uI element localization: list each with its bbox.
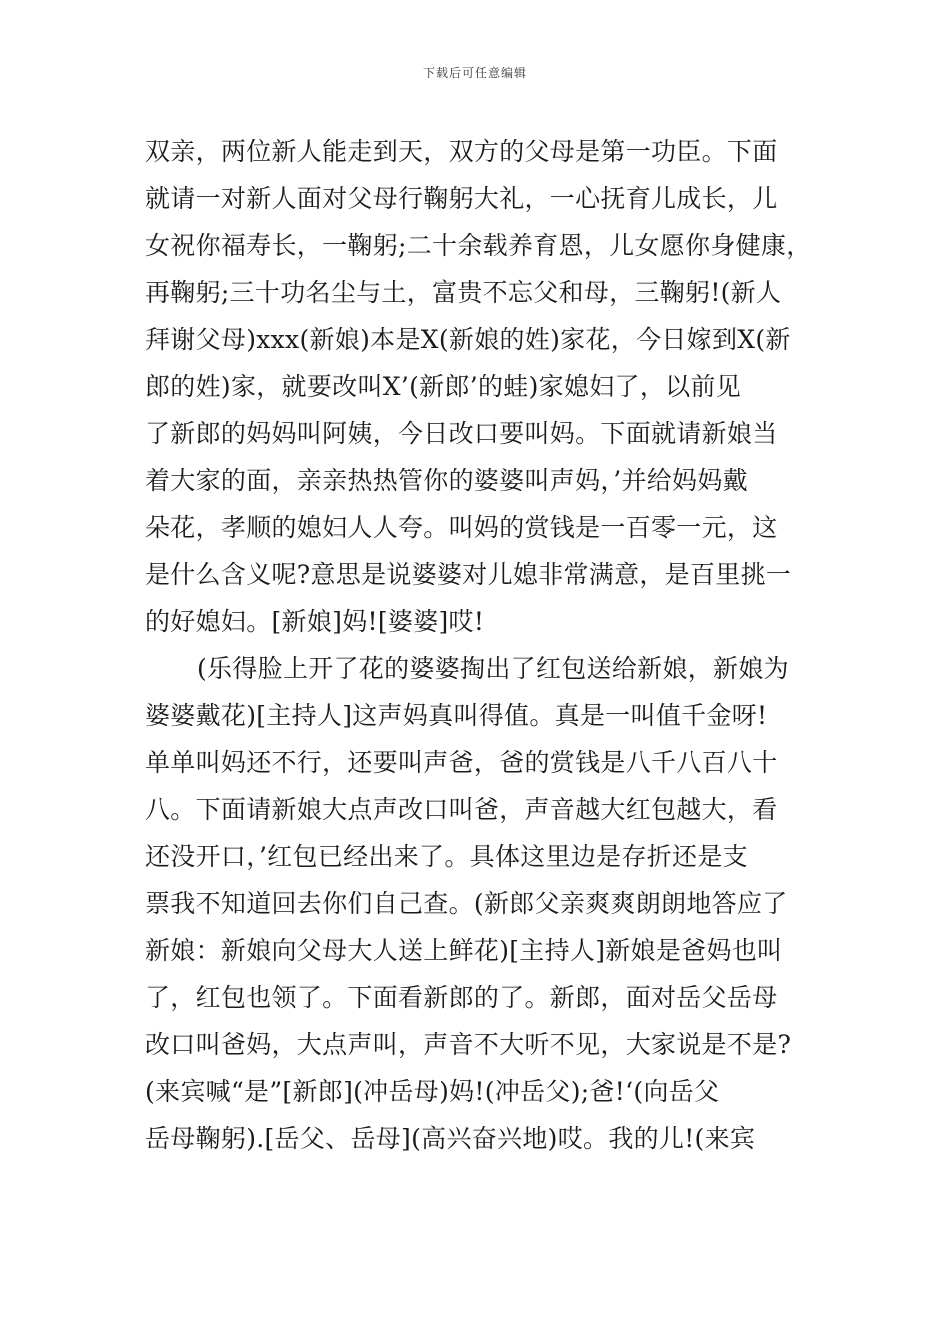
- text-line: 八。下面请新娘大点声改口叫爸，声音越大红包越大，看: [145, 795, 778, 824]
- text-line: 朵花，孝顺的媳妇人人夸。叫妈的赏钱是一百零一元，这: [145, 513, 778, 542]
- text-line: 婆婆戴花)[主持人]这声妈真叫得值。真是一叫值千金呀!: [145, 701, 768, 730]
- text-line: 再鞠躬;三十功名尘与土，富贵不忘父和母，三鞠躬!(新人: [145, 278, 782, 307]
- text-line: 双亲，两位新人能走到天，双方的父母是第一功臣。下面: [145, 137, 778, 166]
- text-line: 就请一对新人面对父母行鞠躬大礼，一心抚育儿成长，儿: [145, 184, 778, 213]
- text-line: 了，红包也领了。下面看新郎的了。新郎，面对岳父岳母: [145, 983, 778, 1012]
- text-line: 改口叫爸妈，大点声叫，声音不大听不见，大家说是不是?: [145, 1030, 792, 1059]
- text-line: 着大家的面，亲亲热热管你的婆婆叫声妈，’并给妈妈戴: [145, 466, 748, 495]
- text-line: 女祝你福寿长，一鞠躬;二十余载养育恩，儿女愿你身健康，: [145, 231, 812, 260]
- text-line: 还没开口，’红包已经出来了。具体这里边是存折还是支: [145, 842, 748, 871]
- text-line: 了新郎的妈妈叫阿姨，今日改口要叫妈。下面就请新娘当: [145, 419, 778, 448]
- text-line: 的好媳妇。[新娘]妈![婆婆]哎!: [145, 607, 485, 636]
- text-line-indented: (乐得脸上开了花的婆婆掏出了红包送给新娘，新娘为: [197, 654, 789, 683]
- text-line: 新娘：新娘向父母大人送上鲜花)[主持人]新娘是爸妈也叫: [145, 936, 783, 965]
- text-line: 郎的姓)家，就要改叫X’(新郎’的蛙)家媳妇了，以前见: [145, 372, 742, 401]
- text-line: 是什么含义呢?意思是说婆婆对儿媳非常满意，是百里挑一: [145, 560, 792, 589]
- text-line: 岳母鞠躬).[岳父、岳母](高兴奋兴地)哎。我的儿!(来宾: [145, 1124, 756, 1153]
- text-line: 拜谢父母)xxx(新娘)本是X(新娘的姓)家花，今日嫁到X(新: [145, 325, 791, 354]
- body-text: [145, 128, 825, 1162]
- page-header: 下载后可任意编辑: [422, 66, 527, 80]
- text-line: 单单叫妈还不行，还要叫声爸，爸的赏钱是八千八百八十: [145, 748, 778, 777]
- text-line: 票我不知道回去你们自己查。(新郎父亲爽爽朗朗地答应了: [145, 889, 788, 918]
- text-line: (来宾喊“是”[新郎](冲岳母)妈!(冲岳父);爸!‘(向岳父: [145, 1077, 720, 1106]
